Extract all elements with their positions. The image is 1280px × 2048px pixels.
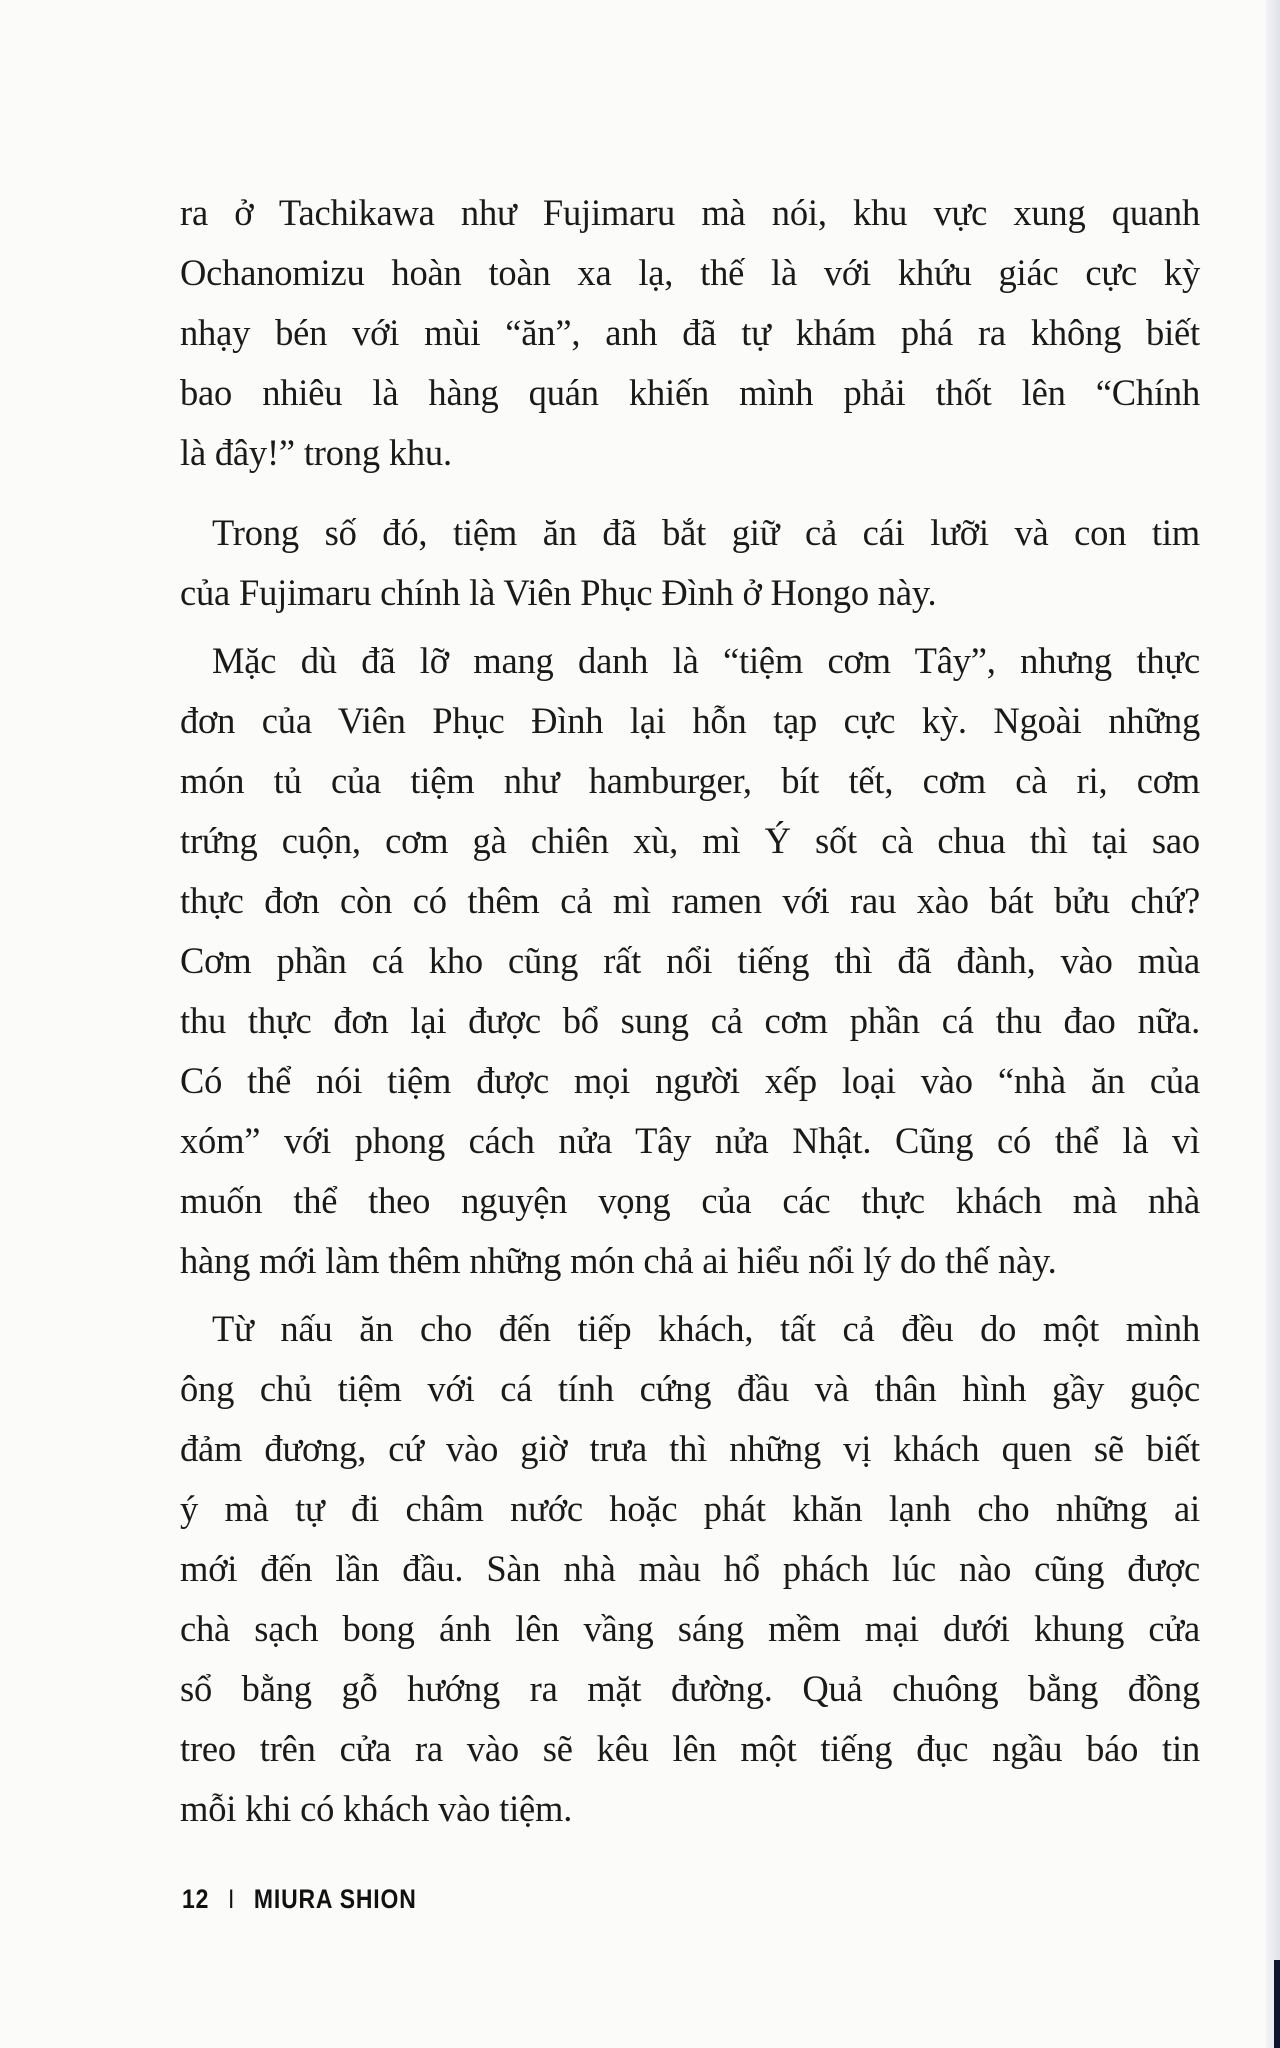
text-line: món tủ của tiệm như hamburger, bít tết, cơm cà ri, cơm xyxy=(180,760,1200,801)
author-name: MIURA SHION xyxy=(253,1884,417,1914)
text-line: nhạy bén với mùi “ăn”, anh đã tự khám phá ra không biết xyxy=(180,312,1200,353)
book-cover-edge xyxy=(1274,1960,1280,2048)
text-line: chà sạch bong ánh lên vầng sáng mềm mại dưới khung cửa xyxy=(180,1608,1200,1649)
text-line: treo trên cửa ra vào sẽ kêu lên một tiếng đục ngầu báo tin xyxy=(180,1728,1200,1769)
text-line: hàng mới làm thêm những món chả ai hiểu nổi lý do thế này. xyxy=(180,1240,1057,1281)
paragraph xyxy=(180,183,1200,483)
text-line: là đây!” trong khu. xyxy=(180,432,452,473)
text-line: Trong số đó, tiệm ăn đã bắt giữ cả cái lưỡi và con tim xyxy=(212,512,1200,553)
text-line: đảm đương, cứ vào giờ trưa thì những vị khách quen sẽ biết xyxy=(180,1428,1200,1469)
text-line: muốn thể theo nguyện vọng của các thực khách mà nhà xyxy=(180,1180,1200,1221)
text-line: của Fujimaru chính là Viên Phục Đình ở Hongo này. xyxy=(180,572,937,613)
body-text xyxy=(180,183,1200,1839)
page-footer xyxy=(182,1884,417,1915)
text-line: đơn của Viên Phục Đình lại hỗn tạp cực kỳ. Ngoài những xyxy=(180,700,1200,741)
text-line: trứng cuộn, cơm gà chiên xù, mì Ý sốt cà chua thì tại sao xyxy=(180,820,1200,861)
text-line: ra ở Tachikawa như Fujimaru mà nói, khu vực xung quanh xyxy=(180,192,1200,233)
paragraph xyxy=(180,631,1200,1291)
text-line: mới đến lần đầu. Sàn nhà màu hổ phách lúc nào cũng được xyxy=(180,1548,1200,1589)
text-line: ý mà tự đi châm nước hoặc phát khăn lạnh cho những ai xyxy=(180,1488,1200,1529)
footer-separator: I xyxy=(227,1884,236,1914)
text-line: Mặc dù đã lỡ mang danh là “tiệm cơm Tây”, nhưng thực xyxy=(212,640,1200,681)
text-line: ông chủ tiệm với cá tính cứng đầu và thân hình gầy guộc xyxy=(180,1368,1200,1409)
text-line: thực đơn còn có thêm cả mì ramen với rau xào bát bửu chứ? xyxy=(180,880,1200,921)
paragraph xyxy=(180,503,1200,623)
paragraph xyxy=(180,1299,1200,1839)
page-edge xyxy=(1266,0,1280,2048)
page-number: 12 xyxy=(182,1884,210,1914)
text-line: bao nhiêu là hàng quán khiến mình phải thốt lên “Chính xyxy=(180,372,1200,413)
text-line: mỗi khi có khách vào tiệm. xyxy=(180,1788,573,1829)
text-line: sổ bằng gỗ hướng ra mặt đường. Quả chuông bằng đồng xyxy=(180,1668,1200,1709)
text-line: Có thể nói tiệm được mọi người xếp loại vào “nhà ăn của xyxy=(180,1060,1200,1101)
text-line: Cơm phần cá kho cũng rất nổi tiếng thì đã đành, vào mùa xyxy=(180,940,1200,981)
text-line: Ochanomizu hoàn toàn xa lạ, thế là với khứu giác cực kỳ xyxy=(180,252,1200,293)
text-line: Từ nấu ăn cho đến tiếp khách, tất cả đều do một mình xyxy=(212,1308,1200,1349)
text-line: xóm” với phong cách nửa Tây nửa Nhật. Cũng có thể là vì xyxy=(180,1120,1200,1161)
text-line: thu thực đơn lại được bổ sung cả cơm phần cá thu đao nữa. xyxy=(180,1000,1200,1041)
